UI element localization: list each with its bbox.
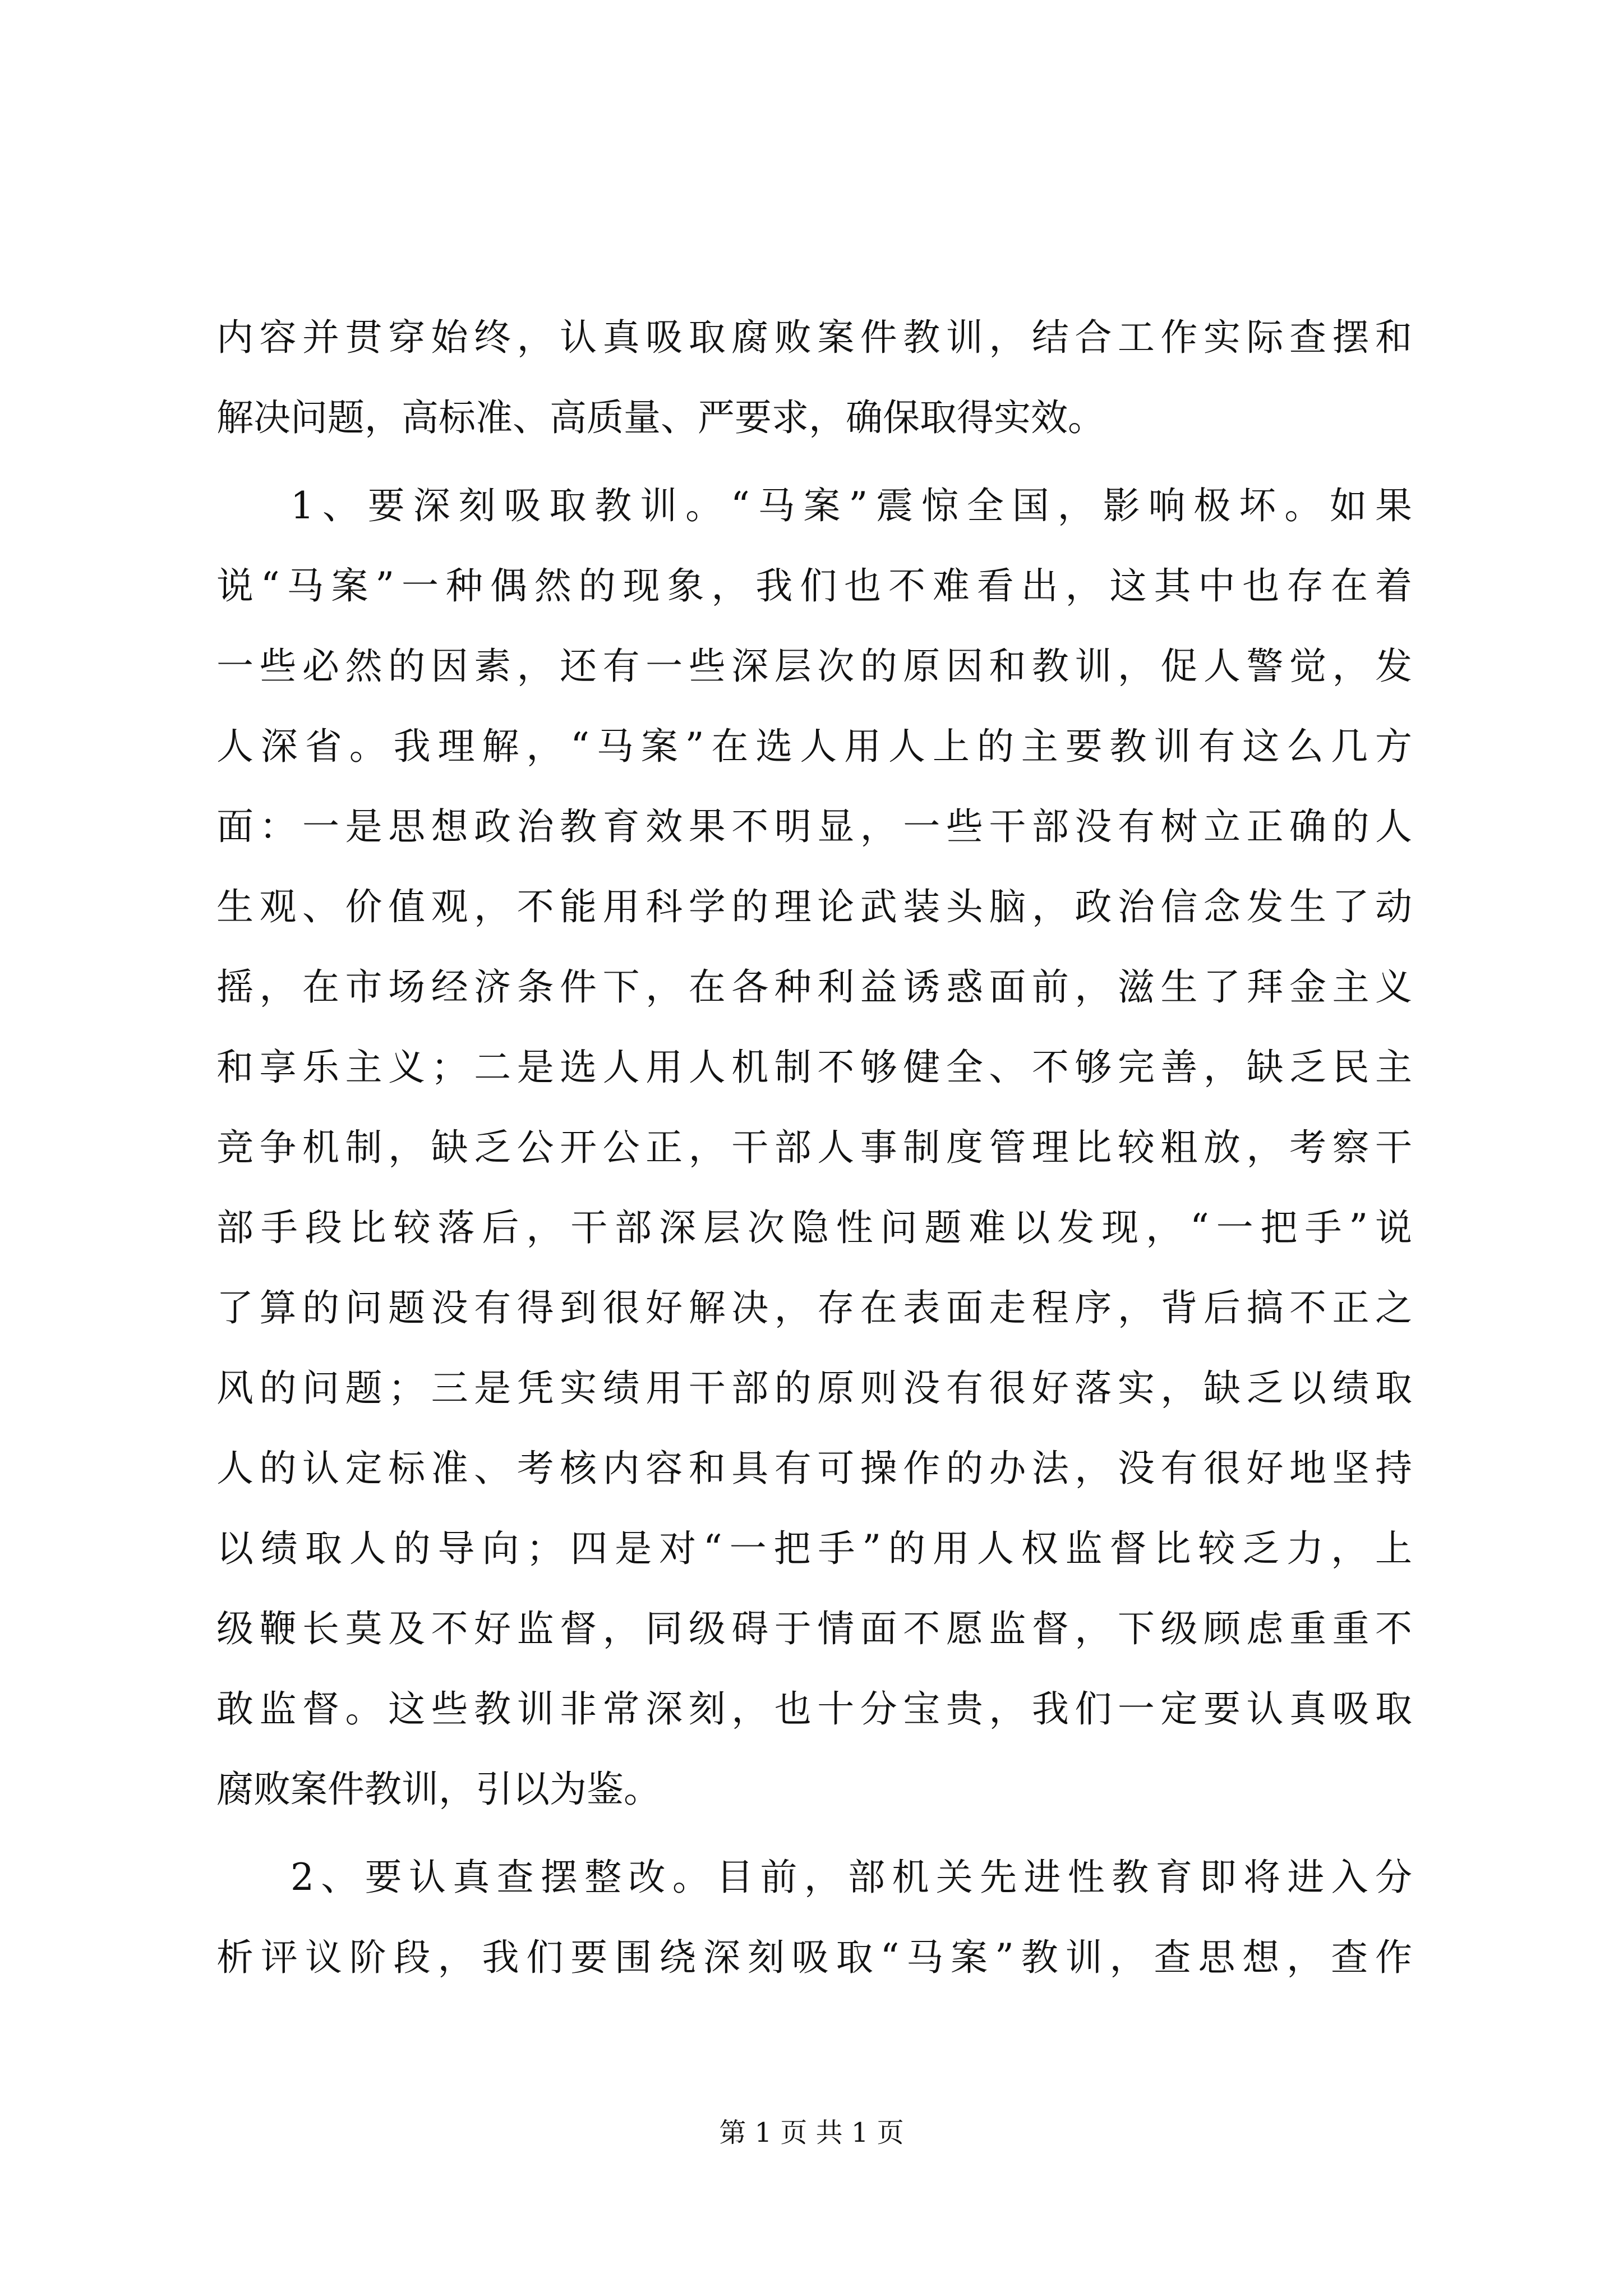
text-line: 级鞭长莫及不好监督，同级碍于情面不愿监督，下级顾虑重重不 <box>216 1607 1412 1650</box>
text-line: 1、要深刻吸取教训。“马案”震惊全国，影响极坏。如果 <box>291 484 1412 527</box>
text-line: 摇，在市场经济条件下，在各种利益诱惑面前，滋生了拜金主义 <box>216 965 1412 1009</box>
text-line: 风的问题；三是凭实绩用干部的原则没有很好落实，缺乏以绩取 <box>216 1366 1412 1410</box>
text-line: 敢监督。这些教训非常深刻，也十分宝贵，我们一定要认真吸取 <box>216 1687 1412 1731</box>
text-line: 生观、价值观，不能用科学的理论武装头脑，政治信念发生了动 <box>216 885 1412 928</box>
text-line: 2、要认真查摆整改。目前，部机关先进性教育即将进入分 <box>291 1856 1412 1899</box>
text-line: 部手段比较落后，干部深层次隐性问题难以发现，“一把手”说 <box>216 1206 1412 1249</box>
text-line: 腐败案件教训，引以为鉴。 <box>216 1768 661 1811</box>
text-line: 说“马案”一种偶然的现象，我们也不难看出，这其中也存在着 <box>216 564 1412 608</box>
page-footer <box>0 2116 1623 2150</box>
page-number-label: 第 1 页 共 1 页 <box>719 2117 904 2148</box>
text-line: 解决问题，高标准、高质量、严要求，确保取得实效。 <box>216 396 1105 439</box>
text-line: 人的认定标准、考核内容和具有可操作的办法，没有很好地坚持 <box>216 1447 1412 1490</box>
text-line: 竞争机制，缺乏公开公正，干部人事制度管理比较粗放，考察干 <box>216 1126 1412 1169</box>
text-line: 面：一是思想政治教育效果不明显，一些干部没有树立正确的人 <box>216 805 1412 848</box>
paragraph <box>216 1837 1412 1998</box>
document-body <box>216 297 1412 1998</box>
text-line: 了算的问题没有得到很好解决，存在表面走程序，背后搞不正之 <box>216 1286 1412 1329</box>
text-line: 内容并贯穿始终，认真吸取腐败案件教训，结合工作实际查摆和 <box>216 316 1412 359</box>
text-line: 以绩取人的导向；四是对“一把手”的用人权监督比较乏力，上 <box>216 1527 1412 1570</box>
paragraph <box>216 297 1412 458</box>
text-line: 一些必然的因素，还有一些深层次的原因和教训，促人警觉，发 <box>216 645 1412 688</box>
text-line: 析评议阶段，我们要围绕深刻吸取“马案”教训，查思想，查作 <box>216 1936 1412 1979</box>
text-line: 人深省。我理解，“马案”在选人用人上的主要教训有这么几方 <box>216 725 1412 768</box>
text-line: 和享乐主义；二是选人用人机制不够健全、不够完善，缺乏民主 <box>216 1046 1412 1089</box>
paragraph <box>216 466 1412 1829</box>
